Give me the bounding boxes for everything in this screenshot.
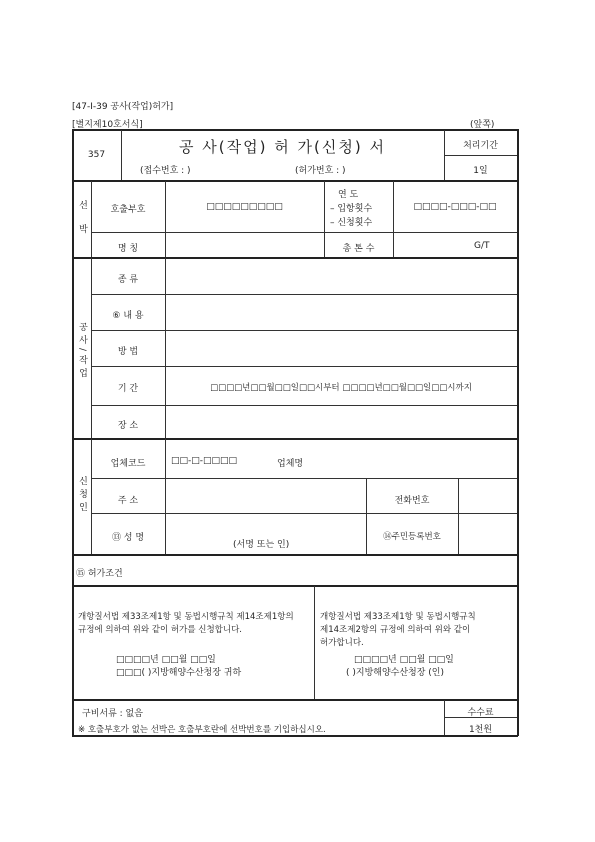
work-period-label: 기 간 <box>117 384 139 394</box>
form-code: [47-Ⅰ-39 공사(작업)허가] <box>72 102 174 112</box>
conditions-field[interactable] <box>150 556 516 584</box>
company-code-field[interactable]: □□-□-□□□□ <box>171 456 238 466</box>
form-annex: [별지제10호서식] <box>72 120 143 130</box>
year-field[interactable]: □□□□-□□□-□□ <box>413 202 497 212</box>
fee-value: 1천원 <box>468 725 493 735</box>
work-content-label: ⑥ 내 용 <box>112 311 144 321</box>
resident-id-label: ⑭주민등록번호 <box>383 532 441 542</box>
section-work: 공사/작업 <box>77 322 87 382</box>
frame-bottom <box>72 735 518 737</box>
frame-right <box>517 129 519 736</box>
address-label: 주 소 <box>117 496 139 506</box>
frame-top <box>72 129 518 131</box>
work-method-label: 방 법 <box>117 347 139 357</box>
call-sign-field[interactable]: □□□□□□□□□ <box>206 202 283 212</box>
request-statement: 개항질서법 제33조제1항 및 동법시행규칙 제14조제1항의 규정에 의하여 위와 같이 허가를 신청합니다. <box>78 612 294 635</box>
section-ship: 선 박 <box>77 200 87 239</box>
work-place-label: 장 소 <box>117 421 139 431</box>
tonnage-label: 총 톤 수 <box>342 244 375 254</box>
fee-label: 수수료 <box>467 708 494 718</box>
year-label: 연 도 <box>338 190 359 200</box>
tonnage-unit: G/T <box>474 241 490 251</box>
resident-id-field[interactable] <box>459 514 516 553</box>
form-number: 357 <box>87 150 106 160</box>
work-kind-field[interactable] <box>166 259 516 293</box>
ship-name-label: 명 칭 <box>117 244 139 254</box>
work-content-field[interactable] <box>166 295 516 329</box>
ship-name-field[interactable] <box>166 233 323 256</box>
phone-label: 전화번호 <box>394 496 430 506</box>
permit-number: (허가번호 : ) <box>295 166 346 176</box>
applications-label: – 신청횟수 <box>330 218 373 228</box>
entries-label: – 입항횟수 <box>330 204 373 214</box>
processing-period-value: 1일 <box>473 166 488 176</box>
conditions-label: ⑮ 허가조건 <box>76 569 123 579</box>
company-code-label: 업체코드 <box>110 459 146 469</box>
form-side: (앞쪽) <box>470 120 495 130</box>
applicant-name-label: ⑬ 성 명 <box>111 533 145 543</box>
required-documents: 구비서류 : 없음 <box>82 709 143 719</box>
phone-field[interactable] <box>459 479 516 512</box>
signature-note[interactable]: (서명 또는 인) <box>233 540 290 550</box>
work-place-field[interactable] <box>166 406 516 437</box>
request-recipient: □□□( )지방해양수산청장 귀하 <box>116 668 242 678</box>
work-period-field[interactable]: □□□□년□□월□□일□□시부터 □□□□년□□월□□일□□시까지 <box>210 383 472 393</box>
frame-left <box>72 129 74 736</box>
page-title: 공 사(작업) 허 가(신청) 서 <box>179 138 386 156</box>
footer-note: ※ 호출부호가 없는 선박은 호출부호란에 선박번호를 기입하십시오. <box>78 725 326 735</box>
section-applicant: 신청인 <box>77 476 87 515</box>
permit-authority: ( )지방해양수산청장 (인) <box>346 668 445 678</box>
company-name-label: 업체명 <box>277 459 304 469</box>
work-method-field[interactable] <box>166 331 516 365</box>
call-sign-label: 호출부호 <box>110 205 146 215</box>
work-kind-label: 종 류 <box>117 275 139 285</box>
permit-date: □□□□년 □□월 □□일 <box>354 655 454 665</box>
receipt-number: (접수번호 : ) <box>140 166 191 176</box>
processing-period-label: 처리기간 <box>463 141 498 151</box>
address-field[interactable] <box>166 479 365 512</box>
request-date: □□□□년 □□월 □□일 <box>116 655 216 665</box>
permit-statement: 개항질서법 제33조제1항 및 동법시행규칙 제14조제2항의 규정에 의하여 위와 같이 허가합니다. <box>320 612 476 648</box>
